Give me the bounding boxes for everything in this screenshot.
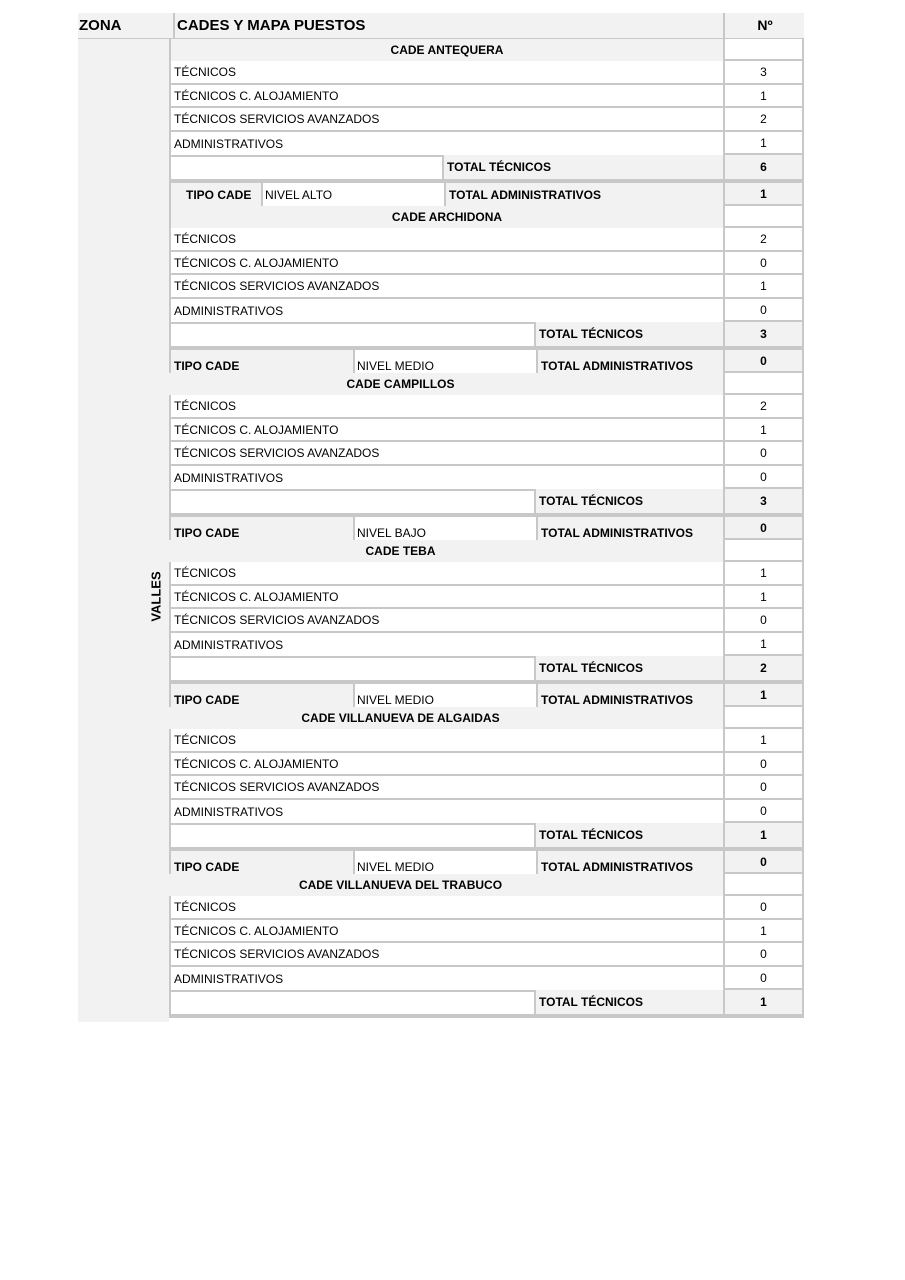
row-label: TÉCNICOS	[169, 61, 723, 85]
cade-title: CADE VILLANUEVA DEL TRABUCO	[78, 874, 723, 896]
table-row	[78, 943, 804, 967]
total-adm-value: 0	[723, 348, 804, 373]
row-value: 2	[723, 228, 804, 252]
row-value: 1	[723, 920, 804, 943]
row-label: TÉCNICOS	[169, 228, 723, 252]
row-label: TÉCNICOS SERVICIOS AVANZADOS	[169, 442, 723, 466]
total-label: TOTAL TÉCNICOS	[536, 990, 723, 1016]
row-value: 0	[723, 896, 804, 920]
row-label: TÉCNICOS C. ALOJAMIENTO	[169, 419, 723, 442]
tipo-cade-label: TIPO CADE	[169, 849, 353, 874]
tipo-cade-row	[78, 849, 804, 874]
row-value: 0	[723, 442, 804, 466]
total-value: 2	[723, 656, 804, 682]
tipo-cade-label: TIPO CADE	[169, 181, 261, 206]
row-value: 1	[723, 633, 804, 656]
table-header	[78, 13, 804, 40]
table-row	[78, 395, 804, 419]
header-num: Nº	[723, 13, 805, 38]
row-label: TÉCNICOS C. ALOJAMIENTO	[169, 252, 723, 275]
total-adm-value: 1	[723, 181, 804, 206]
total-value: 3	[723, 489, 804, 515]
cade-title: CADE ANTEQUERA	[169, 39, 723, 61]
row-value: 0	[723, 252, 804, 275]
row-value: 1	[723, 275, 804, 299]
table-row	[78, 920, 804, 943]
total-adm-label: TOTAL ADMINISTRATIVOS	[536, 682, 723, 707]
cade-title-row	[78, 206, 804, 228]
table-row	[78, 633, 804, 656]
row-value: 1	[723, 562, 804, 586]
cade-title-row	[78, 874, 804, 896]
total-tecnicos-row	[78, 656, 804, 682]
table-row	[78, 967, 804, 990]
row-label: TÉCNICOS C. ALOJAMIENTO	[169, 920, 723, 943]
table-row	[78, 562, 804, 586]
row-label: TÉCNICOS	[169, 395, 723, 419]
cade-title: CADE ARCHIDONA	[169, 206, 723, 228]
row-label: TÉCNICOS	[169, 729, 723, 753]
table-row	[78, 466, 804, 489]
total-adm-label: TOTAL ADMINISTRATIVOS	[536, 849, 723, 874]
tipo-cade-row	[78, 682, 804, 707]
row-label: TÉCNICOS	[169, 562, 723, 586]
row-value: 3	[723, 61, 804, 85]
tipo-cade-row	[78, 515, 804, 540]
row-value: 1	[723, 132, 804, 155]
total-tecnicos-row	[78, 823, 804, 849]
total-value: 6	[723, 155, 804, 181]
table-row	[78, 275, 804, 299]
row-label: ADMINISTRATIVOS	[169, 800, 723, 823]
row-value: 1	[723, 729, 804, 753]
table-row	[78, 442, 804, 466]
total-tecnicos-row	[78, 322, 804, 348]
total-label: TOTAL TÉCNICOS	[536, 322, 723, 348]
total-tecnicos-row	[78, 489, 804, 515]
cade-title-row	[78, 707, 804, 729]
row-label: TÉCNICOS	[169, 896, 723, 920]
total-adm-value: 0	[723, 515, 804, 540]
table-row	[78, 228, 804, 252]
row-value: 0	[723, 967, 804, 990]
row-label: TÉCNICOS C. ALOJAMIENTO	[169, 753, 723, 776]
row-value: 0	[723, 800, 804, 823]
row-value: 1	[723, 85, 804, 108]
table-row	[78, 132, 804, 155]
cade-title-row	[78, 39, 804, 61]
row-value: 1	[723, 419, 804, 442]
table-row	[78, 753, 804, 776]
total-adm-label: TOTAL ADMINISTRATIVOS	[536, 515, 723, 540]
total-label: TOTAL TÉCNICOS	[444, 155, 723, 181]
row-value: 0	[723, 943, 804, 967]
cade-title: CADE TEBA	[78, 540, 723, 562]
tipo-cade-row	[78, 181, 804, 206]
row-label: ADMINISTRATIVOS	[169, 299, 723, 322]
cade-title: CADE CAMPILLOS	[78, 373, 723, 395]
total-tecnicos-row	[78, 990, 804, 1016]
total-label: TOTAL TÉCNICOS	[536, 489, 723, 515]
row-label: TÉCNICOS SERVICIOS AVANZADOS	[169, 275, 723, 299]
table-row	[78, 419, 804, 442]
row-value: 0	[723, 299, 804, 322]
row-label: ADMINISTRATIVOS	[169, 967, 723, 990]
row-value: 0	[723, 753, 804, 776]
table-row	[78, 108, 804, 132]
tipo-cade-label: TIPO CADE	[169, 682, 353, 707]
table-row	[78, 586, 804, 609]
nivel-value: NIVEL MEDIO	[353, 682, 536, 707]
cade-title: CADE VILLANUEVA DE ALGAIDAS	[78, 707, 723, 729]
cade-title-row	[78, 540, 804, 562]
row-label: ADMINISTRATIVOS	[169, 466, 723, 489]
table-row	[78, 252, 804, 275]
tipo-cade-label: TIPO CADE	[169, 348, 353, 373]
total-adm-label: TOTAL ADMINISTRATIVOS	[536, 348, 723, 373]
total-tecnicos-row	[78, 155, 804, 181]
table-row	[78, 776, 804, 800]
table-row	[78, 61, 804, 85]
table-row	[78, 85, 804, 108]
total-adm-label: TOTAL ADMINISTRATIVOS	[444, 181, 723, 206]
row-value: 2	[723, 395, 804, 419]
row-value: 0	[723, 776, 804, 800]
tipo-cade-row	[78, 348, 804, 373]
cut-off-row	[78, 1016, 804, 1021]
total-value: 3	[723, 322, 804, 348]
row-value: 0	[723, 466, 804, 489]
nivel-value: NIVEL BAJO	[353, 515, 536, 540]
total-value: 1	[723, 990, 804, 1016]
header-cades: CADES Y MAPA PUESTOS	[173, 13, 727, 38]
row-label: TÉCNICOS SERVICIOS AVANZADOS	[169, 943, 723, 967]
table-row	[78, 729, 804, 753]
total-adm-value: 0	[723, 849, 804, 874]
table-row	[78, 299, 804, 322]
row-label: TÉCNICOS C. ALOJAMIENTO	[169, 85, 723, 108]
nivel-value: NIVEL MEDIO	[353, 348, 536, 373]
total-adm-value: 1	[723, 682, 804, 707]
total-label: TOTAL TÉCNICOS	[536, 823, 723, 849]
row-label: TÉCNICOS SERVICIOS AVANZADOS	[169, 108, 723, 132]
zone-label: VALLES	[148, 570, 164, 622]
row-label: TÉCNICOS SERVICIOS AVANZADOS	[169, 609, 723, 633]
header-zona: ZONA	[79, 17, 122, 34]
tipo-cade-label: TIPO CADE	[169, 515, 353, 540]
total-label: TOTAL TÉCNICOS	[536, 656, 723, 682]
table-row	[78, 609, 804, 633]
row-value: 0	[723, 609, 804, 633]
row-value: 1	[723, 586, 804, 609]
total-value: 1	[723, 823, 804, 849]
cade-title-row	[78, 373, 804, 395]
row-label: TÉCNICOS SERVICIOS AVANZADOS	[169, 776, 723, 800]
row-label: ADMINISTRATIVOS	[169, 633, 723, 656]
row-label: ADMINISTRATIVOS	[169, 132, 723, 155]
row-value: 2	[723, 108, 804, 132]
nivel-value: NIVEL MEDIO	[353, 849, 536, 874]
table-row	[78, 800, 804, 823]
nivel-value: NIVEL ALTO	[261, 181, 444, 206]
table-row	[78, 896, 804, 920]
row-label: TÉCNICOS C. ALOJAMIENTO	[169, 586, 723, 609]
